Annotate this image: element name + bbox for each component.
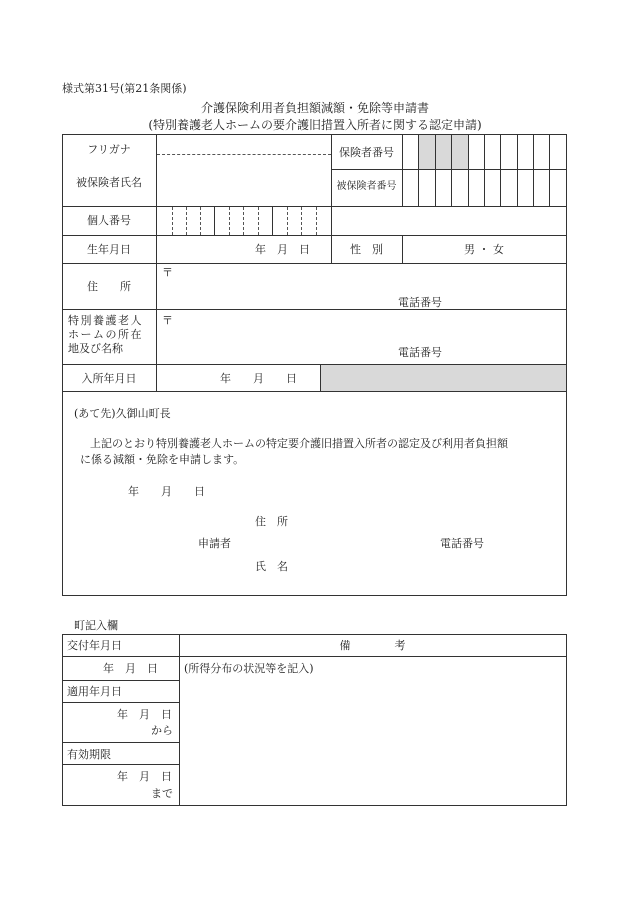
until-label: まで	[151, 787, 173, 800]
birthdate-field[interactable]: 年 月 日	[255, 243, 310, 256]
form-title: 介護保険利用者負担額減額・免除等申請書	[200, 101, 429, 115]
birthdate-label: 生年月日	[87, 243, 131, 256]
admission-field[interactable]: 年 月 日	[220, 372, 297, 385]
addressee: (あて先)久御山町長	[74, 407, 171, 420]
insured-name-field[interactable]	[157, 155, 331, 205]
form-subtitle: (特別養護老人ホームの要介護旧措置入所者に関する認定申請)	[148, 118, 482, 132]
apply-date-label: 適用年月日	[67, 685, 122, 698]
admission-label: 入所年月日	[81, 372, 137, 385]
form-number: 様式第31号(第21条関係)	[62, 82, 187, 95]
insured-number-label: 被保険者番号	[336, 181, 397, 192]
applicant-label: 申請者	[198, 537, 231, 550]
furigana-field[interactable]	[157, 136, 331, 153]
application-body-line1: 上記のとおり特別養護老人ホームの特定要介護旧措置入所者の認定及び利用者負担額	[90, 437, 508, 450]
address-label: 住 所	[87, 280, 131, 293]
facility-label-line3: 地及び名称	[68, 342, 123, 355]
remarks-label: 備 考	[339, 639, 406, 652]
issue-date-label: 交付年月日	[67, 639, 122, 652]
furigana-label: フリガナ	[87, 143, 131, 156]
issue-date-field[interactable]: 年 月 日	[103, 662, 158, 675]
facility-label-line2: ホームの所在	[68, 328, 143, 341]
remarks-note: (所得分布の状況等を記入)	[184, 662, 314, 675]
application-date[interactable]: 年 月 日	[128, 485, 205, 498]
valid-label: 有効期限	[67, 748, 111, 761]
applicant-name-label: 氏 名	[255, 560, 288, 573]
facility-phone-label: 電話番号	[398, 346, 442, 359]
apply-date-field[interactable]: 年 月 日	[117, 708, 172, 721]
application-body-line2: に係る減額・免除を申請します。	[80, 453, 245, 466]
gender-label: 性 別	[350, 243, 383, 256]
address-postal-mark: 〒	[162, 266, 173, 279]
facility-postal-mark: 〒	[162, 314, 173, 327]
valid-date-field[interactable]: 年 月 日	[117, 770, 172, 783]
office-section-title: 町記入欄	[74, 619, 118, 632]
insured-name-label: 被保険者氏名	[76, 176, 142, 189]
individual-number-label: 個人番号	[87, 214, 131, 227]
applicant-address-label: 住 所	[255, 515, 288, 528]
gender-options[interactable]: 男 ・ 女	[464, 243, 504, 256]
from-label: から	[151, 724, 173, 737]
insurer-number-label: 保険者番号	[339, 146, 394, 159]
facility-label-line1: 特別養護老人	[68, 314, 143, 327]
applicant-phone-label: 電話番号	[440, 537, 484, 550]
address-phone-label: 電話番号	[398, 296, 442, 309]
